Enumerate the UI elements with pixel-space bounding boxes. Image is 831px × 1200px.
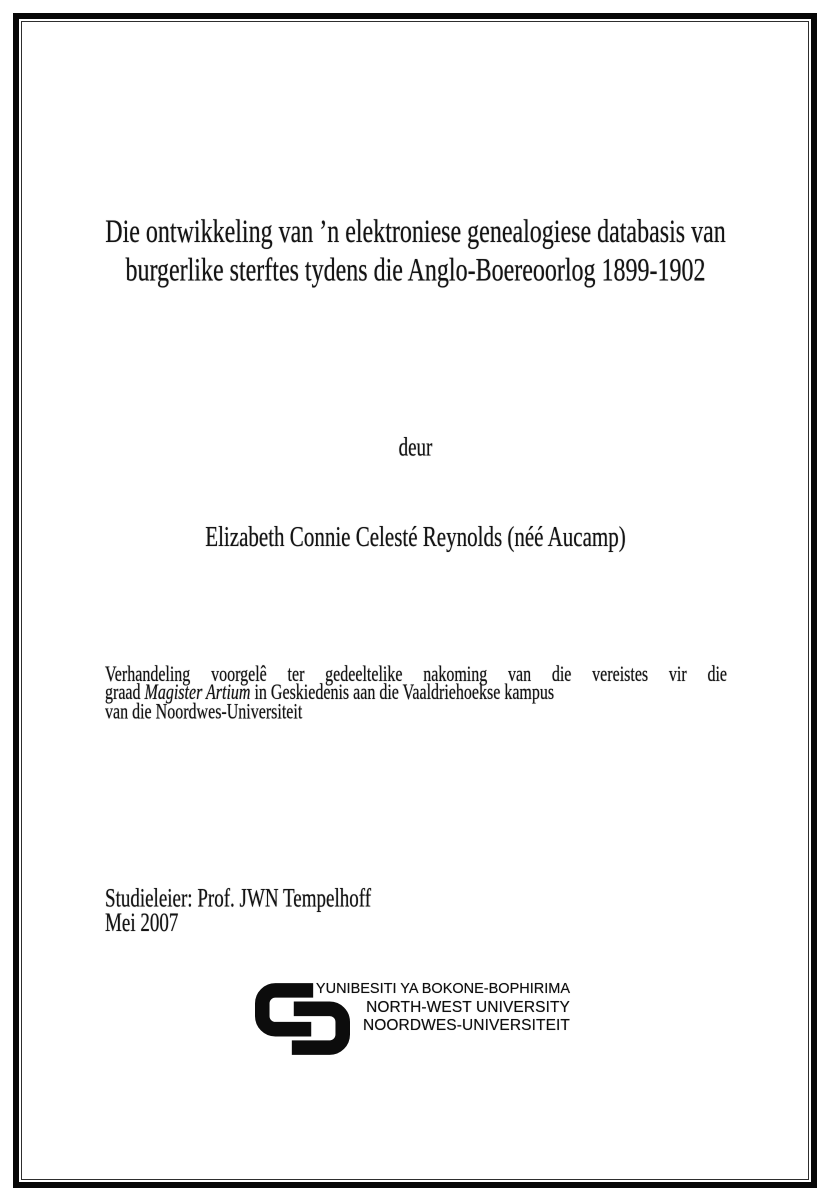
degree-statement-line2-suffix: in Geskiedenis aan die Vaaldriehoekse kampus: [250, 681, 555, 706]
thesis-title: [60, 213, 771, 290]
degree-statement-line3: van die Noordwes-Universiteit: [105, 699, 303, 724]
thesis-title-line1: Die ontwikkeling van ’n elektroniese genealogiese databasis van: [105, 214, 726, 251]
university-logo: [255, 983, 575, 1058]
supervisor-block: [105, 884, 372, 939]
byline-label: deur: [398, 433, 433, 463]
supervisor-line: Studieleier: Prof. JWN Tempelhoff: [105, 884, 372, 914]
author-name: Elizabeth Connie Celesté Reynolds (néé Aucamp): [205, 519, 626, 553]
degree-name-italic: Magister Artium: [144, 681, 251, 706]
date-line: Mei 2007: [105, 909, 179, 939]
university-name-setswana: YUNIBESITI YA BOKONE-BOPHIRIMA: [315, 981, 570, 997]
degree-statement: [105, 663, 727, 724]
degree-statement-line2-prefix: graad: [105, 681, 145, 706]
thesis-title-line2: burgerlike sterftes tydens die Anglo-Boereoorlog 1899-1902: [125, 253, 706, 289]
university-name-english: NORTH-WEST UNIVERSITY: [366, 998, 570, 1016]
university-name-afrikaans: NOORDWES-UNIVERSITEIT: [362, 1017, 570, 1034]
university-wordmark: [310, 980, 570, 1036]
degree-statement-line1: Verhandeling voorgelê ter gedeeltelike nakoming van die vereistes vir die: [105, 663, 727, 687]
